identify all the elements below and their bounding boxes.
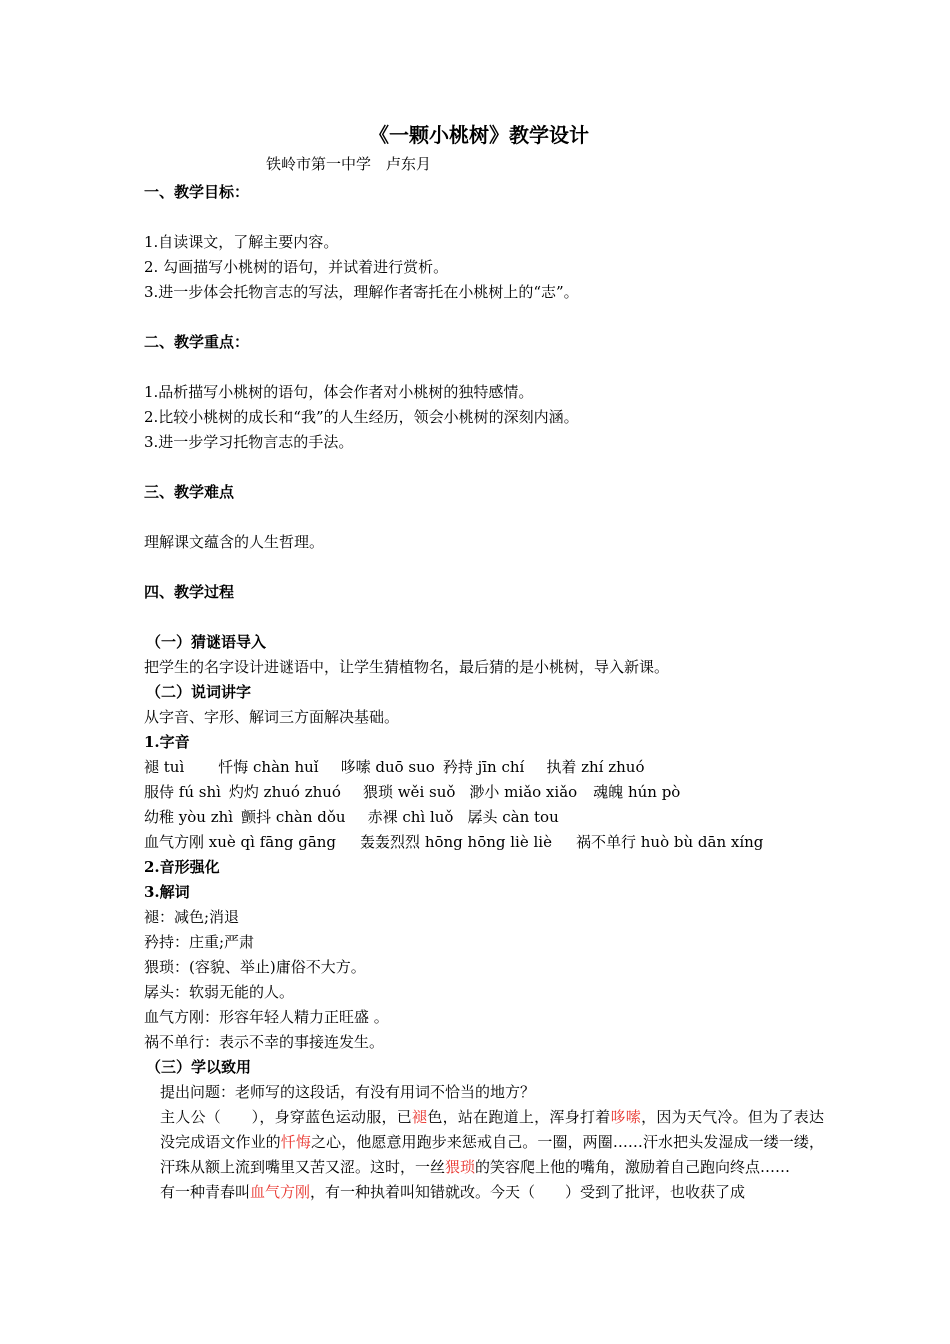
paragraph-text: 色，站在跑道上，浑身打着 [427,1108,611,1126]
step-text-words: 从字音、字形、解词三方面解决基础。 [144,708,400,726]
step-heading-words: （二）说词讲字 [146,683,252,701]
goal-item: 1.自读课文，了解主要内容。 [144,233,339,251]
highlighted-word: 褪 [412,1108,428,1126]
paragraph-text: 的笑容爬上他的嘴角，激励着自己跑向终点…… [475,1158,791,1176]
pronunciation-row [144,780,824,805]
pronunciation-heading: 1.字音 [144,733,190,751]
key-point-item: 2.比较小桃树的成长和“我”的人生经历，领会小桃树的深刻内涵。 [144,408,579,426]
document-page [144,118,824,1205]
highlighted-word: 忏悔 [280,1133,311,1151]
pronunciation-entry: 赤裸 chì luǒ [367,808,454,826]
pronunciation-entry: 颤抖 chàn dǒu [241,808,346,826]
pronunciation-entry: 幼稚 yòu zhì [144,808,234,826]
definition-item: 褪：减色;消退 [144,908,240,926]
goal-item: 3.进一步体会托物言志的写法，理解作者寄托在小桃树上的“志”。 [144,283,579,301]
definition-item: 猥琐：(容貌、举止)庸俗不大方。 [144,958,366,976]
pronunciation-entry: 褪 tuì [144,758,185,776]
highlighted-word: 猥琐 [445,1158,476,1176]
difficulty-text: 理解课文蕴含的人生哲理。 [144,533,325,551]
pronunciation-entry: 服侍 fú shì [144,783,221,801]
pronunciation-entry: 祸不单行 huò bù dān xíng [575,833,764,851]
definition-item: 祸不单行：表示不幸的事接连发生。 [144,1033,385,1051]
pronunciation-entry: 孱头 càn tou [467,808,559,826]
pronunciation-entry: 哆嗦 duō suo [340,758,435,776]
definitions-heading: 3.解词 [144,883,190,901]
definition-item: 矜持：庄重;严肃 [144,933,255,951]
key-point-item: 3.进一步学习托物言志的手法。 [144,433,354,451]
pronunciation-row [144,805,824,830]
goal-item: 2. 勾画描写小桃树的语句，并试着进行赏析。 [144,258,449,276]
paragraph-text: ，有一种执着叫知错就改。今天（ ）受到了批评，也收获了成 [310,1183,746,1201]
document-author: 铁岭市第一中学 卢东月 [266,155,432,173]
form-heading: 2.音形强化 [144,858,220,876]
highlighted-word: 血气方刚 [250,1183,311,1201]
paragraph-text: 之心，他愿意用跑步来惩戒自己。一圈，两圈……汗水把头发湿成一缕一缕，汗珠从额上流到嘴里又苦又涩。这时，一丝 [160,1133,824,1176]
step-text-riddle: 把学生的名字设计进谜语中，让学生猜植物名，最后猜的是小桃树，导入新课。 [144,658,670,676]
pronunciation-entry: 执着 zhí zhuó [546,758,645,776]
document-title: 《一颗小桃树》教学设计 [369,123,589,147]
section-heading-goals: 一、教学目标： [144,183,250,201]
step-heading-riddle: （一）猜谜语导入 [146,633,267,651]
apply-paragraph [144,1105,824,1180]
section-heading-difficulty: 三、教学难点 [144,483,235,501]
pronunciation-entry: 血气方刚 xuè qì fāng gāng [144,833,337,851]
highlighted-word: 哆嗦 [610,1108,642,1126]
step-heading-apply: （三）学以致用 [146,1058,252,1076]
section-heading-process: 四、教学过程 [144,583,235,601]
pronunciation-entry: 渺小 miǎo xiǎo [469,783,578,801]
pronunciation-entry: 魂魄 hún pò [593,783,681,801]
paragraph-text: 主人公（ ），身穿蓝色运动服，已 [160,1108,413,1126]
pronunciation-entry: 矜持 jīn chí [442,758,525,776]
definition-item: 血气方刚：形容年轻人精力正旺盛 。 [144,1008,389,1026]
key-point-item: 1.品析描写小桃树的语句，体会作者对小桃树的独特感情。 [144,383,534,401]
pronunciation-entry: 猥琐 wěi suǒ [362,783,456,801]
pronunciation-entry: 灼灼 zhuó zhuó [228,783,341,801]
pronunciation-entry: 轰轰烈烈 hōng hōng liè liè [360,833,552,851]
paragraph-text: ，因为天气冷。但为了表达没完成语文作业的 [160,1108,824,1151]
section-heading-key-points: 二、教学重点： [144,333,250,351]
paragraph-text: 有一种青春叫 [160,1183,251,1201]
pronunciation-row [144,830,824,855]
definition-item: 孱头：软弱无能的人。 [144,983,295,1001]
apply-question: 提出问题：老师写的这段话，有没有用词不恰当的地方？ [160,1083,536,1101]
pronunciation-row [144,755,824,780]
apply-paragraph [144,1180,824,1205]
pronunciation-entry: 忏悔 chàn huǐ [218,758,319,776]
